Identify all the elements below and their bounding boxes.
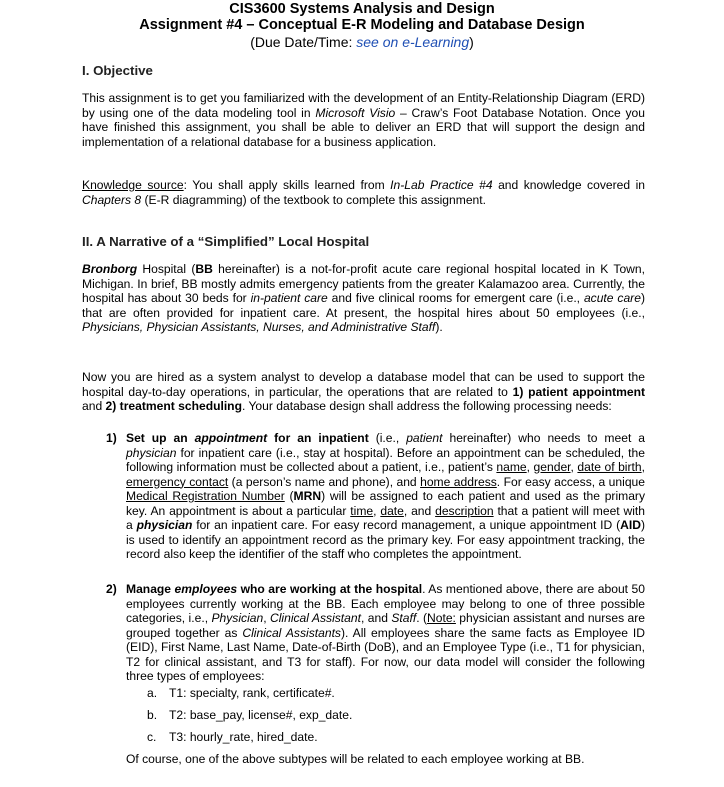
closing-paragraph: Of course, one of the above subtypes will be related to each employee working at BB. xyxy=(126,752,585,766)
knowledge-source-paragraph: Knowledge source: You shall apply skills learned from In-Lab Practice #4 and knowledge covered in Chapters 8 (E-R diagramming) of the textbook to complete this assignment. xyxy=(82,178,645,207)
due-date-link[interactable]: see on e-Learning xyxy=(356,34,470,50)
course-title: CIS3600 Systems Analysis and Design xyxy=(229,1,495,17)
narrative-heading: II. A Narrative of a “Simplified” Local Hospital xyxy=(82,234,370,249)
list-item: b. T2: base_pay, license#, exp_date. xyxy=(147,708,353,722)
list-item: c. T3: hourly_rate, hired_date. xyxy=(147,730,318,744)
list-item: 2) Manage employees who are working at the hospital. As mentioned above, there are about 50 employees currently working at the BB. Each employee may belong to one of three possible categories, i.e., Physician, Clinical Assistant, and Staff. (Note: physician assistant and nurses are grouped together as Clinical Assistants). All employees share the same facts as Employee ID (EID), First Name, Last Name, Date-of-Birth (DoB), and an Employee Type (i.e., T1 for physician, T2 for clinical assistant, and T3 for staff). For now, our data model will consider the following three types of employees: xyxy=(106,582,646,683)
due-date-line: (Due Date/Time: see on e-Learning) xyxy=(250,34,474,50)
hospital-intro-paragraph: Bronborg Hospital (BB hereinafter) is a not-for-profit acute care regional hospital located in K Town, Michigan. In brief, BB mostly admits emergency patients from the greater Kalamazoo area. Currently, the hospital has about 30 beds for in-patient care and five clinical rooms for emergent care (i.e., acute care) that are often provided for inpatient care. At present, the hospital hires about 50 employees (i.e., Physicians, Physician Assistants, Nurses, and Administrative Staff). xyxy=(82,262,645,334)
objective-heading: I. Objective xyxy=(82,63,153,78)
assignment-title: Assignment #4 – Conceptual E-R Modeling and Database Design xyxy=(139,17,585,33)
list-item: 1) Set up an appointment for an inpatient (i.e., patient hereinafter) who needs to meet a physician for inpatient care (i.e., stay at hospital). Before an appointment can be scheduled, the following information must be collected about a patient, i.e., patient’s name, gender, date of birth, emergency contact (a person’s name and phone), and home address. For easy access, a unique Medical Registration Number (MRN) will be assigned to each patient and used as the primary key. An appointment is about a particular time, date, and description that a patient will meet with a physician for an inpatient care. For easy record management, a unique appointment ID (AID) is used to identify an appointment record as the primary key. For easy appointment tracking, the record also keep the identifier of the staff who completes the appointment. xyxy=(106,431,646,561)
objective-paragraph: This assignment is to get you familiarized with the development of an Entity-Relationship Diagram (ERD) by using one of the data modeling tool in Microsoft Visio – Craw’s Foot Database Notation. Once you have finished this assignment, you shall be able to deliver an ERD that will support the design and implementation of a relational database for a business application. xyxy=(82,91,645,149)
analyst-paragraph: Now you are hired as a system analyst to develop a database model that can be used to support the hospital day-to-day operations, in particular, the operations that are related to 1) patient appointment and 2) treatment scheduling. Your database design shall address the following processing needs: xyxy=(82,370,646,413)
list-item: a. T1: specialty, rank, certificate#. xyxy=(147,686,335,700)
